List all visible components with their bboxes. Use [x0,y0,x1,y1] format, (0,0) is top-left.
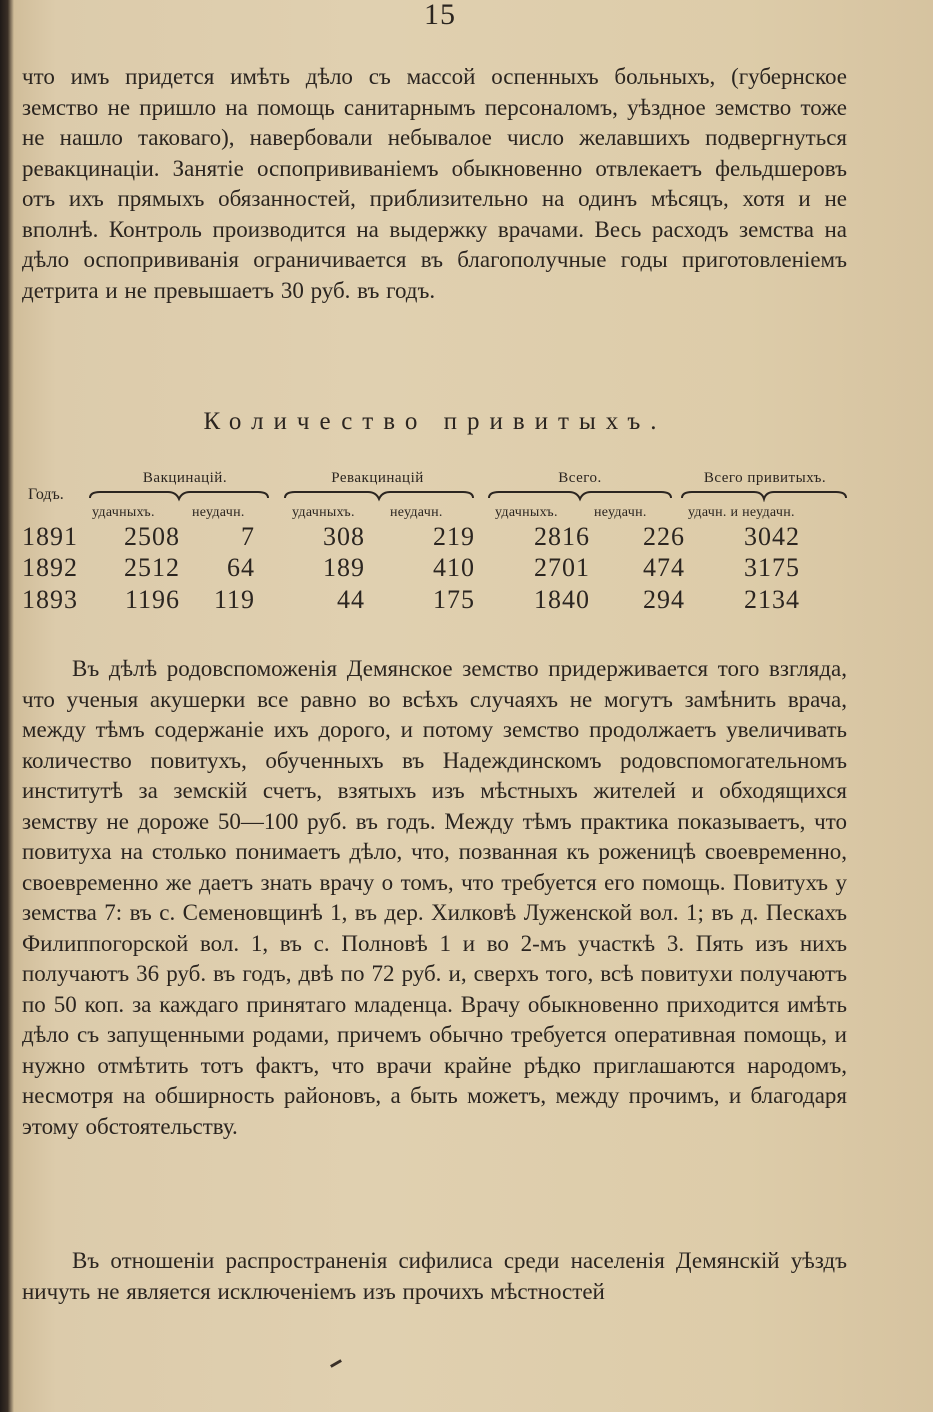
table-cell-vacc-ok: 1196 [124,585,180,614]
brace-revaccinations [283,490,475,502]
table-cell-vacc-fail: 119 [213,585,255,614]
group-header-vaccinations: Вакцинацій. [142,470,228,486]
subheader-total-all: удачн. и неудачн. [688,505,795,520]
table-cell-vacc-fail: 7 [241,522,255,551]
table-cell-revacc-ok: 189 [323,553,365,582]
table-cell-revacc-fail: 219 [433,522,475,551]
table-cell-total-ok: 1840 [534,585,590,614]
table-cell-year: 1891 [22,522,78,551]
table-cell-total-ok: 2816 [534,522,590,551]
table-cell-total-all: 3042 [744,522,800,551]
table-title: Количество привитыхъ. [203,408,667,435]
group-header-total: Всего. [558,470,602,486]
table-cell-revacc-fail: 410 [433,553,475,582]
table-cell-revacc-ok: 308 [323,522,365,551]
subheader-revacc-failed: неудачн. [390,505,443,520]
page-number: 15 [424,0,456,31]
table-cell-vacc-ok: 2508 [124,522,180,551]
year-header: Годъ. [28,486,64,503]
brace-total [487,490,673,502]
group-header-total-vaccinated: Всего привитыхъ. [703,470,827,486]
paragraph-2: Въ дѣлѣ родовспоможенія Демянское земство придерживается того взгляда, что ученыя акушерки все равно во всѣхъ случаяхъ не могутъ замѣнить врача, между тѣмъ содержаніе ихъ дорого, и потому земство продолжаетъ увеличивать количество повитухъ, обученныхъ въ Надеждинскомъ родовспомогательномъ институтѣ за земскій счетъ, взятыхъ изъ мѣстныхъ жителей и обходящихся земству не дороже 50—100 руб. въ годъ. Между тѣмъ практика показываетъ, что повитуха на столько понимаетъ дѣло, что, позванная къ роженицѣ своевременно, своевременно же даетъ знать врачу о томъ, что требуется его помощь. Повитухъ у земства 7: въ с. Семеновщинѣ 1, въ дер. Хилковѣ Луженской вол. 1; въ д. Пескахъ Филиппогорской вол. 1, въ с. Полновѣ 1 и во 2-мъ участкѣ 3. Пять изъ нихъ получаютъ 36 руб. въ годъ, двѣ по 72 руб. и, сверхъ того, всѣ повитухи получаютъ по 50 коп. за каждаго принятаго младенца. Врачу обыкновенно приходится имѣть дѣло съ запущенными родами, причемъ обычно требуется оперативная помощь, и нужно отмѣтить тотъ фактъ, что врачи крайне рѣдко приглашаются народомъ, несмотря на обширность районовъ, а быть можетъ, между прочимъ, и благодаря этому обстоятельству. [22,656,847,1139]
brace-total-vaccinated [680,490,848,502]
table-cell-year: 1892 [22,553,78,582]
paragraph-3: Въ отношеніи распространенія сифилиса среди населенія Демянскій уѣздъ ничуть не является исключеніемъ изъ прочихъ мѣстностей [22,1248,847,1304]
table-cell-total-fail: 474 [643,553,685,582]
paragraph-1: что имъ придется имѣть дѣло съ массой оспенныхъ больныхъ, (губернское земство не пришло на помощь санитарнымъ персоналомъ, уѣздное земство тоже не нашло таковаго), навербовали небывалое число желавшихъ подвергнуться ревакцинаціи. Занятіе оспопрививаніемъ обыкновенно отвлекаетъ фельдшеровъ отъ ихъ прямыхъ обязанностей, приблизительно на одинъ мѣсяцъ, хотя и не вполнѣ. Контроль производится на выдержку врачами. Весь расходъ земства на дѣло оспопрививанія ограничивается въ благополучные годы приготовленіемъ детрита и не превышаетъ 30 руб. въ годъ. [22,64,847,303]
table-cell-total-all: 2134 [744,585,800,614]
table-cell-revacc-ok: 44 [337,585,365,614]
table-cell-year: 1893 [22,585,78,614]
subheader-total-successful: удачныхъ. [495,505,558,520]
table-cell-total-fail: 294 [643,585,685,614]
table-cell-total-all: 3175 [744,553,800,582]
table-cell-total-ok: 2701 [534,553,590,582]
table-cell-vacc-fail: 64 [227,553,255,582]
brace-vaccinations [88,490,270,502]
subheader-total-failed: неудачн. [594,505,647,520]
subheader-vacc-failed: неудачн. [192,505,245,520]
table-cell-total-fail: 226 [643,522,685,551]
table-cell-vacc-ok: 2512 [124,553,180,582]
group-header-revaccinations: Ревакцинацій [331,470,424,486]
table-cell-revacc-fail: 175 [433,585,475,614]
book-spine-shadow [0,0,14,1412]
subheader-vacc-successful: удачныхъ. [92,505,155,520]
subheader-revacc-successful: удачныхъ. [292,505,355,520]
